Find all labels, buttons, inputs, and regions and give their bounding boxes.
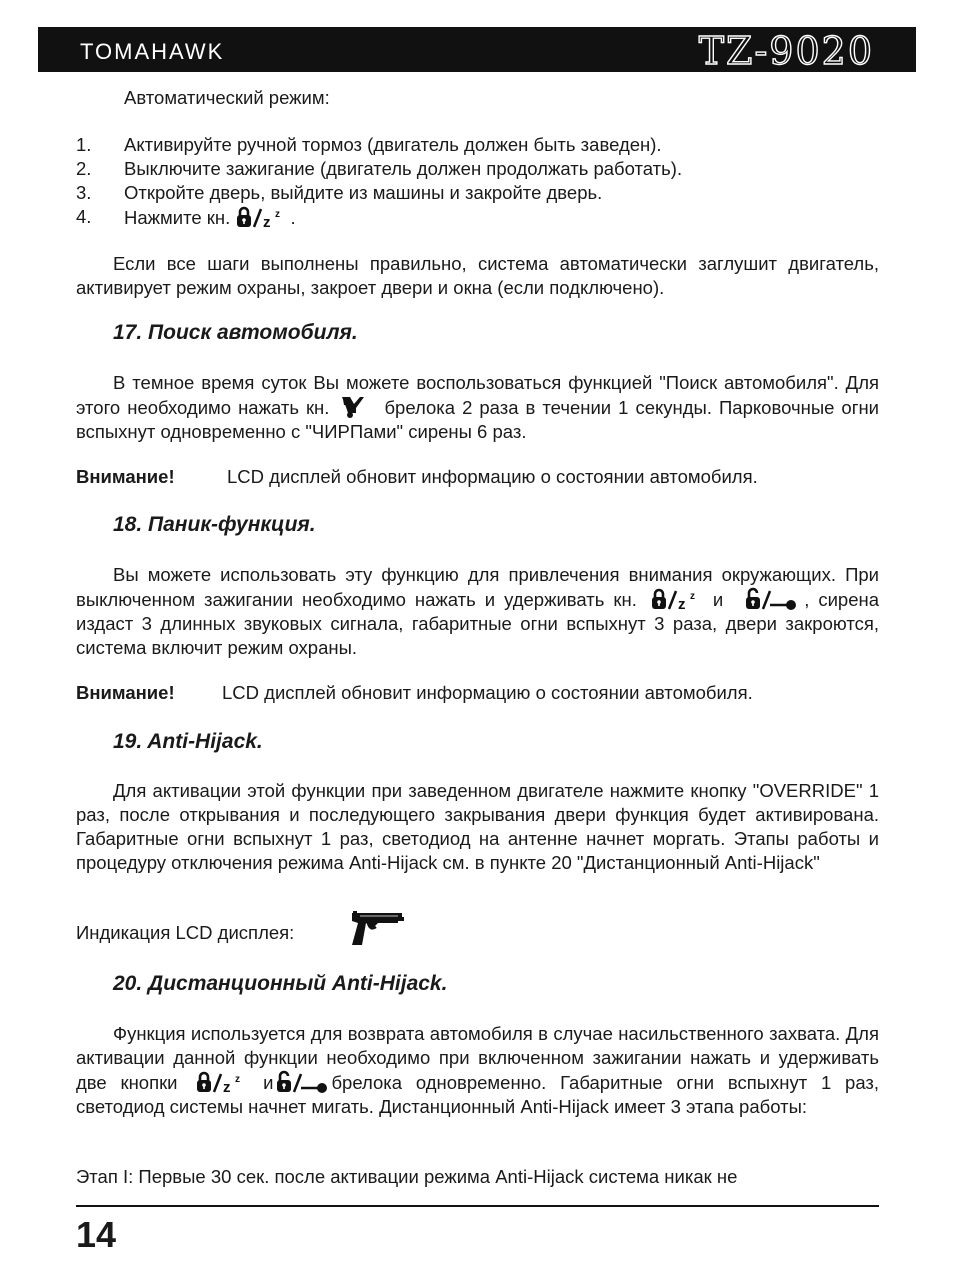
unlock-key-icon [744,587,798,611]
lock-sleep-icon [650,587,700,611]
s18-text-mid: и [712,589,724,610]
auto-mode-title: Автоматический режим: [124,87,330,108]
svg-text:z: z [689,591,695,602]
model-name: TZ-9020 [698,29,874,73]
s18-text-after: , сирена издаст 3 длинных звуковых сигнала, габаритные огни вспыхнут 3 раза, двери закроются, система включит режим охраны. [76,589,880,658]
step-text: Откройте дверь, выйдите из машины и закройте дверь. [124,182,603,203]
svg-text:z: z [263,214,271,229]
page-header [38,27,916,72]
step-text-before: Нажмите кн. [124,207,231,228]
warning-label: Внимание! [76,682,175,703]
s20-text-mid: и [263,1072,274,1093]
warning-label: Внимание! [76,466,175,487]
svg-text:z: z [235,1074,241,1085]
s20-text-before: Функция используется для возврата автомобиля в случае насильственного захвата. Для активации данной функции необходимо при включенном зажигании нажать и удерживать две кнопки [76,1023,879,1093]
s20-text-after: брелока одновременно. Габаритные огни вспыхнут 1 раз, светодиод системы начнет мигать. Дистанционный Anti-Hijack имеет 3 этапа работы: [76,1072,880,1117]
section-17-text [76,371,879,444]
step-number: 3. [76,182,92,203]
step-number: 2. [76,158,92,179]
svg-text:z: z [275,209,281,220]
step-text: Выключите зажигание (двигатель должен продолжать работать). [124,158,683,179]
section-17-title: 17. Поиск автомобиля. [113,321,358,344]
section-19-text: Для активации этой функции при заведенном двигателе нажмите кнопку "OVERRIDE" 1 раз, после открывания и последующего закрывания двери функция будет активирована. Габаритные огни вспыхнут 1 раз, светодиод на антенне начнет моргать. Этапы работы и процедуру отключения режима Anti-Hijack см. в пункте 20 "Дистанционный Anti-Hijack" [76,780,879,873]
warning-text: LCD дисплей обновит информацию о состоянии автомобиля. [222,682,753,703]
brand-name: TOMAHAWK [80,39,225,64]
page-number: 14 [76,1214,117,1255]
s17-text-before: В темное время суток Вы можете воспользоваться функцией "Поиск автомобиля". Для этого необходимо нажать кн. [76,372,879,418]
unlock-key-icon [275,1070,329,1094]
section-18-title: 18. Паник-функция. [113,513,316,536]
lcd-indication-label: Индикация LCD дисплея: [76,922,295,943]
car-search-icon [340,395,368,419]
lock-sleep-icon [235,205,285,229]
lock-sleep-icon [195,1070,245,1094]
step-text-4 [124,205,296,230]
step-text-after: . [290,207,296,228]
section-20-title: 20. Дистанционный Anti-Hijack. [113,972,448,995]
section-19-title: 19. Anti-Hijack. [113,730,263,753]
footer-divider [76,1205,879,1207]
auto-mode-result: Если все шаги выполнены правильно, система автоматически заглушит двигатель, активирует режим охраны, закроет двери и окна (если подключено). [76,253,879,298]
warning-text: LCD дисплей обновит информацию о состоянии автомобиля. [227,466,758,487]
svg-text:z: z [223,1079,231,1094]
s17-text-after: брелока 2 раза в течении 1 секунды. Парковочные огни вспыхнут одновременно с "ЧИРПами" сирены 6 раз. [76,397,879,442]
section-20-text [76,1022,879,1119]
pistol-icon [348,909,406,949]
stage-1-text: Этап I: Первые 30 сек. после активации режима Anti-Hijack система никак не [76,1166,738,1187]
s18-text-before: Вы можете использовать эту функцию для привлечения внимания окружающих. При выключенном зажигании необходимо нажать и удерживать кн. [76,564,879,610]
section-18-text [76,563,879,660]
step-number: 1. [76,134,92,155]
step-text: Активируйте ручной тормоз (двигатель должен быть заведен). [124,134,662,155]
step-number: 4. [76,206,92,227]
svg-text:z: z [677,596,686,611]
